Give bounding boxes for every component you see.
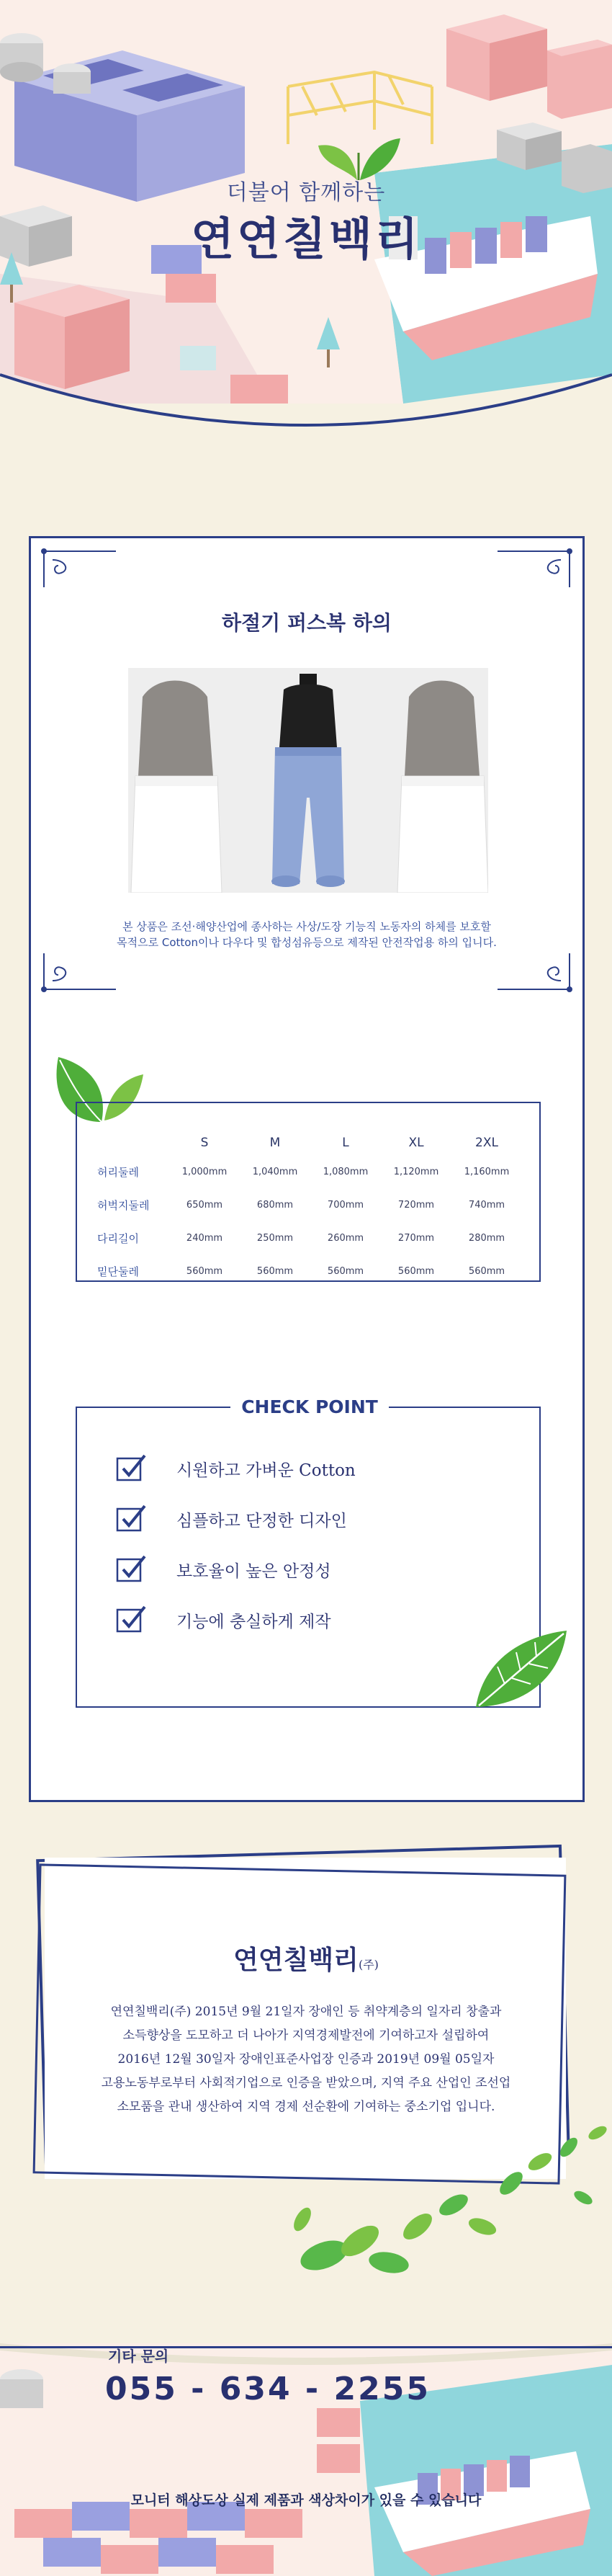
table-cell: 560mm	[327, 1265, 364, 1277]
check-point-text: 심플하고 단정한 디자인	[176, 1512, 347, 1530]
description-line: 목적으로 Cotton이나 다우다 및 합성섬유등으로 제작된 안전작업용 하의 입니다.	[117, 936, 497, 949]
hero-subtitle: 더불어 함께하는	[226, 180, 386, 205]
size-header: L	[342, 1136, 349, 1150]
table-cell: 680mm	[256, 1199, 294, 1211]
table-cell: 1,160mm	[464, 1166, 510, 1177]
check-point-item	[116, 1601, 519, 1637]
row-label: 다리길이	[97, 1231, 139, 1245]
check-point-item	[116, 1500, 519, 1536]
company-line: 고용노동부로부터 사회적기업으로 인증을 받았으며, 지역 주요 산업인 조선업	[101, 2076, 511, 2090]
table-cell: 270mm	[397, 1232, 435, 1244]
leaf-icon	[469, 1626, 570, 1713]
company-line: 연연칠백리(주) 2015년 9월 21일자 장애인 등 취약계층의 일자리 창출과	[110, 2005, 502, 2019]
checkbox-check-icon	[116, 1503, 148, 1532]
size-header: 2XL	[475, 1136, 498, 1150]
table-cell: 1,000mm	[181, 1166, 228, 1177]
table-cell: 560mm	[397, 1265, 435, 1277]
table-row	[97, 1155, 522, 1188]
company-line: 소득향상을 도모하고 더 나아가 지역경제발전에 기여하고자 설립하여	[122, 2028, 490, 2043]
size-chart	[76, 1102, 541, 1282]
company-name	[0, 1940, 612, 1976]
company-line: 소모품을 관내 생산하여 지역 경제 선순환에 기여하는 중소기업 입니다.	[117, 2100, 495, 2114]
row-label: 허리둘레	[97, 1165, 139, 1179]
table-cell: 1,120mm	[393, 1166, 439, 1177]
check-point-text: 보호율이 높은 안정성	[176, 1562, 331, 1581]
checkbox-check-icon	[116, 1554, 148, 1582]
table-cell: 560mm	[186, 1265, 223, 1277]
table-cell: 1,080mm	[323, 1166, 369, 1177]
table-row	[97, 1254, 522, 1288]
table-cell: 250mm	[256, 1232, 294, 1244]
table-row	[97, 1221, 522, 1254]
corner-ornament-icon	[37, 946, 123, 997]
company-name-text: 연연칠백리	[233, 1945, 359, 1975]
product-title: 하절기 퍼스복 하의	[222, 611, 392, 635]
table-cell: 260mm	[327, 1232, 364, 1244]
size-header: XL	[408, 1136, 424, 1150]
size-table	[97, 1131, 522, 1288]
size-header: S	[200, 1136, 209, 1150]
color-disclaimer: 모니터 해상도상 실제 제품과 색상차이가 있을 수 있습니다	[130, 2492, 482, 2508]
table-cell: 650mm	[186, 1199, 223, 1211]
product-card	[29, 536, 585, 1802]
company-section	[0, 1845, 612, 2335]
checkbox-check-icon	[116, 1604, 148, 1633]
row-label: 허벅지둘레	[97, 1198, 150, 1212]
description-line: 본 상품은 조선·해양산업에 종사하는 사상/도장 기능직 노동자의 하체를 보호할	[122, 920, 491, 933]
contact-label: 기타 문의	[108, 2348, 169, 2365]
check-point-text: 기능에 충실하게 제작	[176, 1613, 331, 1631]
checkbox-check-icon	[116, 1453, 148, 1481]
table-row	[97, 1188, 522, 1221]
contact-phone[interactable]: 055 - 634 - 2255	[105, 2371, 431, 2407]
hero-banner	[0, 0, 612, 461]
row-label: 밑단둘레	[97, 1265, 139, 1278]
table-header-row	[97, 1131, 522, 1155]
product-photo	[128, 668, 488, 893]
product-description	[74, 919, 539, 950]
corner-ornament-icon	[37, 544, 123, 594]
company-description	[65, 2000, 547, 2119]
table-cell: 720mm	[397, 1199, 435, 1211]
company-line: 2016년 12월 30일자 장애인표준사업장 인증과 2019년 09월 05일자	[117, 2052, 495, 2067]
table-cell: 560mm	[256, 1265, 294, 1277]
table-cell: 700mm	[327, 1199, 364, 1211]
leaves-cluster-icon	[281, 2118, 612, 2284]
table-corner	[97, 1131, 169, 1155]
size-header: M	[269, 1136, 281, 1150]
table-cell: 240mm	[186, 1232, 223, 1244]
hero-title: 연연칠백리	[191, 213, 421, 265]
table-cell: 280mm	[468, 1232, 505, 1244]
company-suffix: (주)	[358, 1958, 379, 1971]
check-point-title: CHECK POINT	[230, 1395, 389, 1420]
table-cell: 560mm	[468, 1265, 505, 1277]
check-point-item	[116, 1551, 519, 1587]
check-point-item	[116, 1450, 519, 1486]
corner-ornament-icon	[490, 544, 577, 594]
check-point-text: 시원하고 가벼운 Cotton	[176, 1461, 356, 1480]
corner-ornament-icon	[490, 946, 577, 997]
leaf-logo-icon	[315, 124, 402, 182]
table-cell: 740mm	[468, 1199, 505, 1211]
table-cell: 1,040mm	[252, 1166, 298, 1177]
